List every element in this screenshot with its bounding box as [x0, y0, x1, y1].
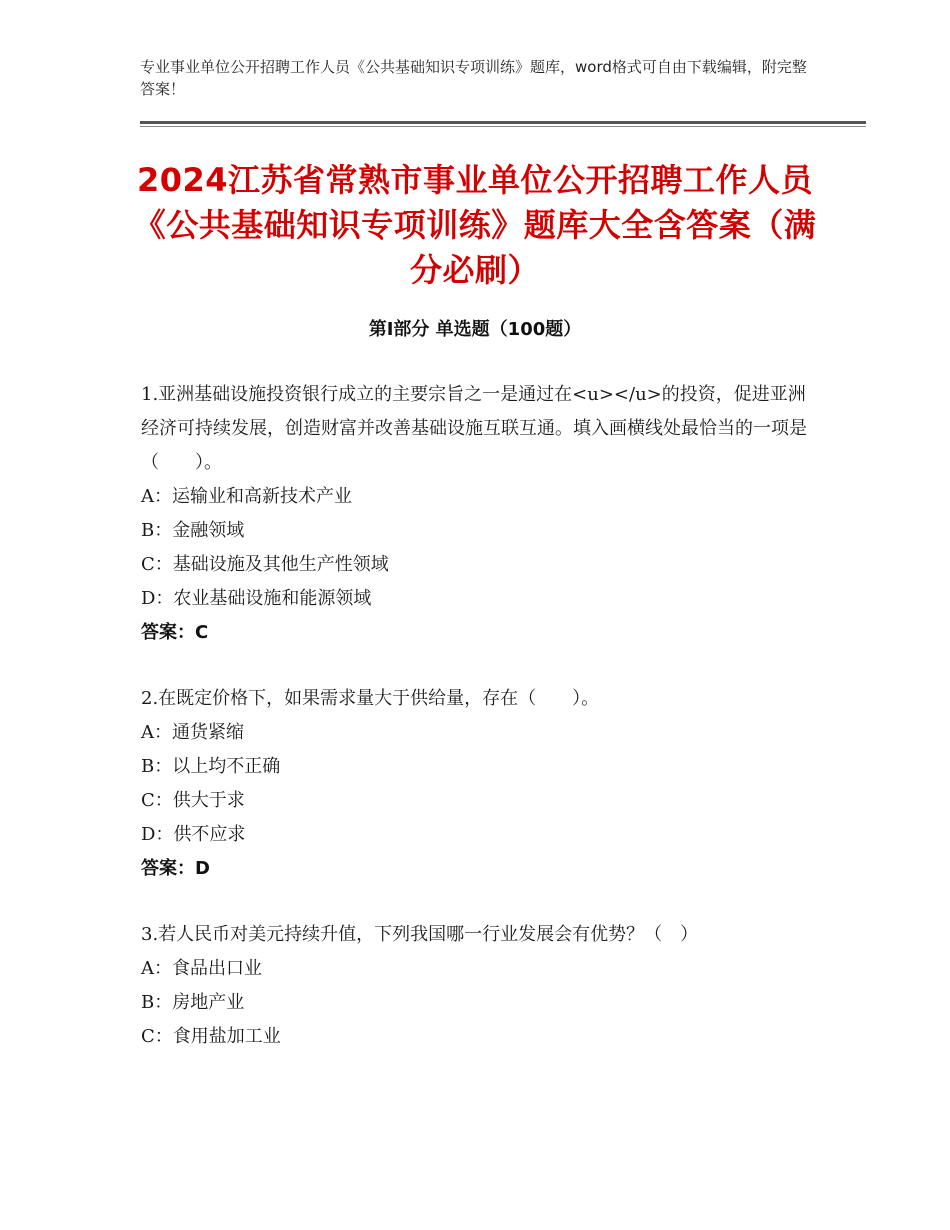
option-c: C：供大于求 [141, 790, 245, 811]
option-b: B：以上均不正确 [141, 756, 281, 777]
option-a: A：运输业和高新技术产业 [141, 486, 352, 507]
header-divider-thick [140, 121, 866, 124]
question-2 [141, 682, 821, 886]
question-list [141, 378, 821, 1086]
option-d: D：农业基础设施和能源领域 [141, 588, 372, 609]
question-stem: 1.亚洲基础设施投资银行成立的主要宗旨之一是通过在<u></u>的投资，促进亚洲经济可持续发展，创造财富并改善基础设施互联互通。填入画横线处最恰当的一项是（ ）。 [141, 384, 807, 473]
option-a: A：食品出口业 [141, 958, 262, 979]
answer-label: 答案：D [141, 858, 210, 879]
option-c: C：基础设施及其他生产性领域 [141, 554, 389, 575]
option-b: B：金融领域 [141, 520, 245, 541]
question-stem: 3.若人民币对美元持续升值，下列我国哪一行业发展会有优势？（ ） [141, 924, 699, 945]
question-stem: 2.在既定价格下，如果需求量大于供给量，存在（ ）。 [141, 688, 600, 709]
document-title: 2024江苏省常熟市事业单位公开招聘工作人员《公共基础知识专项训练》题库大全含答案（满分必刷） [133, 161, 817, 289]
option-c: C：食用盐加工业 [141, 1026, 281, 1047]
header-divider-thin [140, 126, 866, 127]
option-a: A：通货紧缩 [141, 722, 244, 743]
option-d: D：供不应求 [141, 824, 246, 845]
answer-label: 答案：C [141, 622, 209, 643]
question-3 [141, 918, 821, 1054]
question-1 [141, 378, 821, 650]
header-note: 专业事业单位公开招聘工作人员《公共基础知识专项训练》题库，word格式可自由下载编辑，附完整答案！ [140, 58, 807, 98]
section-title: 第Ⅰ部分 单选题（100题） [368, 319, 582, 340]
option-b: B：房地产业 [141, 992, 245, 1013]
